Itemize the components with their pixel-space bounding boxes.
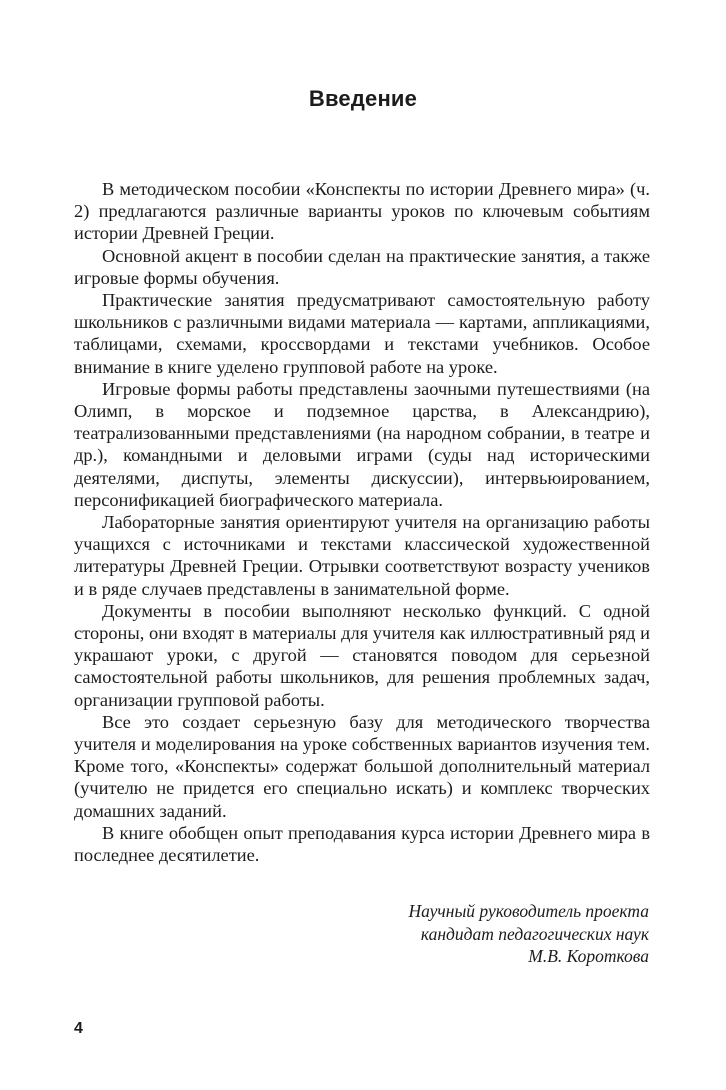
paragraph-5: Лабораторные занятия ориентируют учителя на организацию работы учащихся с источниками и текстами классической художественной литературы Древней Греции. Отрывки соответствуют возрасту учеников и в ряде случаев представлены в занимательной форме.	[74, 512, 650, 599]
paragraph-2: Основной акцент в пособии сделан на практические занятия, а также игровые формы обучения.	[74, 245, 650, 288]
paragraph-7: Все это создает серьезную базу для методического творчества учителя и моделирования на уроке собственных вариантов изучения тем. Кроме того, «Конспекты» содержат большой дополнительный материал (учителю не придется его специально искать) и комплекс творческих домашних заданий.	[74, 711, 650, 821]
paragraph-4: Игровые формы работы представлены заочными путешествиями (на Олимп, в морское и подземное царства, в Александрию), театрализованными представлениями (на народном собрании, в театре и др.), командными и деловыми играми (суды над историческими деятелями, диспуты, элементы дискуссии), интервьюированием, персонификацией биографического материала.	[74, 378, 650, 510]
paragraph-1: В методическом пособии «Конспекты по истории Древнего мира» (ч. 2) предлагаются различные варианты уроков по ключевым событиям истории Древней Греции.	[74, 179, 650, 244]
signature-degree: кандидат педагогических наук	[420, 923, 649, 944]
signature-role: Научный руководитель проекта	[408, 901, 649, 921]
signature-block	[409, 900, 650, 968]
introduction-text	[74, 178, 650, 866]
paragraph-6: Документы в пособии выполняют несколько функций. С одной стороны, они входят в материалы для учителя как иллюстративный ряд и украшают уроки, с другой — становятся поводом для серьезной самостоятельной работы школьников, для решения проблемных задач, организации групповой работы.	[74, 600, 650, 710]
paragraph-3: Практические занятия предусматривают самостоятельную работу школьников с различными видами материала — картами, аппликациями, таблицами, схемами, кроссвордами и текстами учебников. Особое внимание в книге уделено групповой работе на уроке.	[74, 290, 650, 377]
page-number: 4	[74, 1020, 83, 1037]
signature-name: М.В. Короткова	[528, 946, 649, 966]
page-title: Введение	[308, 86, 418, 111]
paragraph-8: В книге обобщен опыт преподавания курса истории Древнего мира в последнее десятилетие.	[74, 822, 650, 866]
